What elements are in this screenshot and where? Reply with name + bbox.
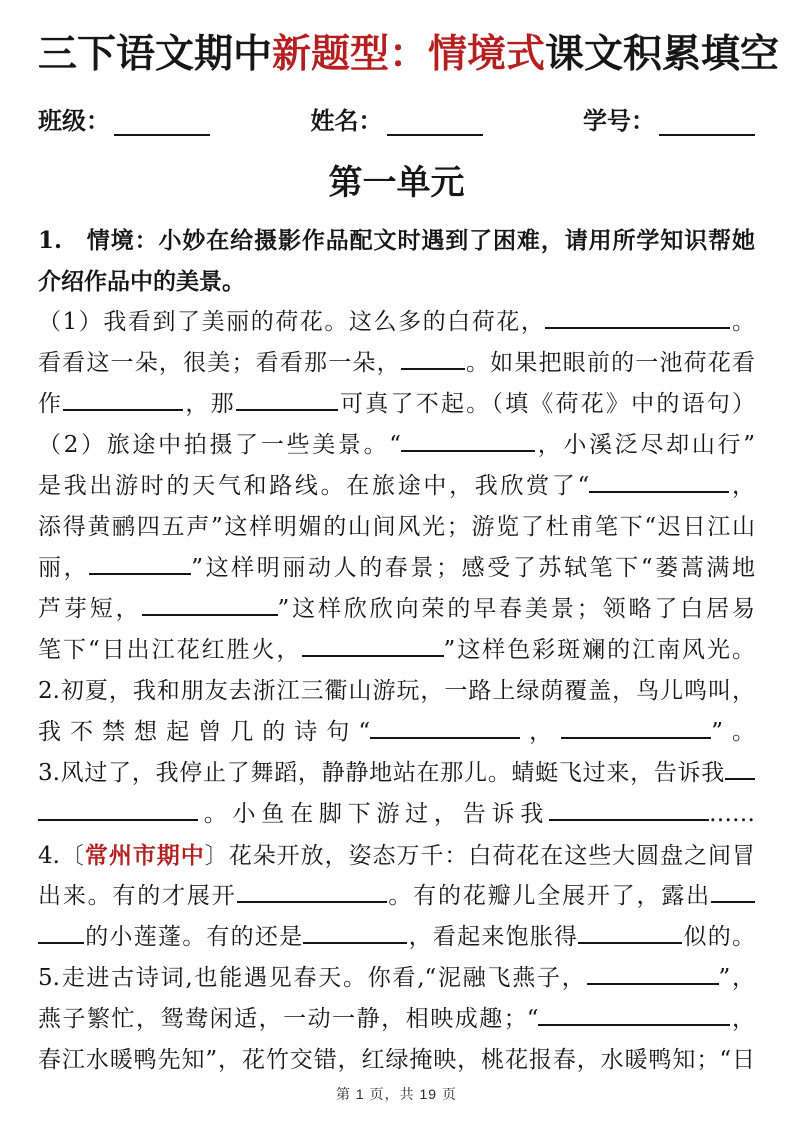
text-run: 的小莲蓬。有的还是 — [84, 924, 304, 950]
text-run: 三下语文期中 — [38, 31, 273, 77]
text-run: 是我出游时的天气和路线。在旅途中，我欣赏了“ — [38, 473, 590, 499]
student-id-label: 学号： — [583, 106, 655, 135]
text-line — [38, 466, 755, 507]
text-line — [38, 302, 755, 343]
page-title — [38, 26, 780, 82]
blank-line — [538, 1003, 730, 1026]
text-run: 看看这一朵，很美；看看那一朵， — [38, 350, 401, 376]
text-run: 5.走进古诗词,也能遇见春天。你看,“泥融飞燕子， — [38, 965, 587, 991]
text-line — [38, 384, 755, 425]
section-heading: 第一单元 — [328, 163, 465, 203]
text-run: 丽， — [38, 555, 90, 581]
text-run: ，看起来饱胀得 — [407, 924, 579, 950]
blank-line — [725, 757, 755, 780]
page-number-footer: 第 1 页，共 19 页 — [336, 1086, 457, 1102]
text-run: ”， — [718, 965, 755, 991]
text-run: ， — [520, 719, 562, 745]
blank-line — [236, 388, 338, 411]
text-run: 。小鱼在脚下游过，告诉我 — [198, 801, 549, 827]
text-run: ”这样色彩斑斓的江南风光。 — [443, 637, 755, 663]
class-blank-line — [114, 112, 210, 136]
blank-line — [142, 593, 278, 616]
text-run: 我不禁想起曾几的诗句“ — [38, 719, 371, 745]
text-line — [38, 794, 755, 835]
text-run: 〕花朵开放，姿态万千：白荷花在这些大圆盘之间冒 — [204, 843, 755, 869]
text-line — [38, 876, 755, 917]
text-line — [38, 958, 755, 999]
text-run: 笔下“日出江花红胜火， — [38, 637, 302, 663]
text-line — [38, 835, 755, 876]
text-run: 燕子繁忙，鸳鸯闲适，一动一静，相映成趣；“ — [38, 1006, 539, 1032]
blank-line — [237, 880, 387, 903]
text-run: …… — [709, 801, 755, 827]
text-line — [38, 753, 755, 794]
text-run: 。如果把眼前的一池荷花看 — [464, 350, 755, 376]
text-line — [38, 343, 755, 384]
text-run: 3.风过了，我停止了舞蹈，静静地站在那儿。蜻蜓飞过来，告诉我 — [38, 760, 725, 786]
text-run: 4.〔 — [38, 843, 85, 869]
text-run: 芦芽短， — [38, 596, 142, 622]
class-field — [38, 101, 210, 136]
text-run: 1. 情境：小妙在给摄影作品配文时遇到了困难，请用所学知识帮她 — [38, 227, 755, 254]
text-run: 课文积累填空 — [545, 31, 780, 77]
text-run: 2.初夏，我和朋友去浙江三衢山游玩，一路上绿荫覆盖，鸟儿鸣叫， — [38, 678, 755, 704]
text-run: 。有的花瓣儿全展开了，露出 — [386, 883, 712, 909]
student-info-row — [38, 104, 755, 136]
name-field — [311, 101, 483, 136]
text-run: 出来。有的才展开 — [38, 883, 237, 909]
blank-line — [578, 921, 682, 944]
text-line — [38, 1040, 755, 1081]
text-line — [38, 712, 755, 753]
text-line — [38, 917, 755, 958]
blank-line — [63, 388, 183, 411]
text-run: 可真了不起。（填《荷花》中的语句） — [337, 391, 755, 417]
class-label: 班级： — [38, 106, 110, 135]
blank-line — [711, 880, 755, 903]
blank-line — [303, 921, 407, 944]
text-run: （2）旅途中拍摄了一些美景。“ — [38, 432, 402, 458]
text-line — [38, 589, 755, 630]
text-run: 添得黄鹂四五声”这样明媚的山间风光；游览了杜甫笔下“迟日江山 — [38, 514, 755, 540]
text-run: ”。 — [711, 719, 755, 745]
blank-line — [38, 921, 84, 944]
worksheet-body — [38, 220, 755, 1081]
blank-line — [549, 798, 709, 821]
blank-line — [302, 634, 444, 657]
text-line — [38, 999, 755, 1040]
text-run: ”这样明丽动人的春景；感受了苏轼笔下“蒌蒿满地 — [191, 555, 755, 581]
text-run: 作 — [38, 391, 64, 417]
text-run: ”这样欣欣向荣的早春美景；领略了白居易 — [277, 596, 755, 622]
text-run: 介绍作品中的美景。 — [38, 268, 245, 295]
blank-line — [589, 470, 729, 493]
text-run: 。 — [730, 309, 755, 335]
highlighted-text-run: 常州市期中 — [84, 842, 205, 869]
blank-line — [89, 552, 191, 575]
text-line — [38, 220, 755, 261]
text-line — [38, 261, 755, 302]
text-run: ， — [730, 1006, 755, 1032]
blank-line — [545, 306, 730, 329]
blank-line — [38, 798, 198, 821]
text-run: 似的。 — [682, 924, 755, 950]
highlighted-text-run: 新题型：情境式 — [272, 31, 546, 77]
text-line — [38, 630, 755, 671]
text-run: （1）我看到了美丽的荷花。这么多的白荷花， — [38, 309, 546, 335]
text-line — [38, 425, 755, 466]
text-line — [38, 507, 755, 548]
blank-line — [561, 716, 711, 739]
text-run: ，那 — [183, 391, 236, 417]
name-label: 姓名： — [310, 106, 383, 135]
name-blank-line — [387, 112, 483, 136]
text-run: ， — [729, 473, 755, 499]
blank-line — [401, 429, 535, 452]
text-line — [38, 548, 755, 589]
text-run: ，小溪泛尽却山行” — [535, 432, 755, 458]
blank-line — [401, 347, 465, 370]
student-id-field — [583, 101, 755, 136]
text-run: 春江水暖鸭先知”，花竹交错，红绿掩映，桃花报春，水暖鸭知；“日 — [38, 1047, 755, 1073]
blank-line — [587, 962, 719, 985]
student-id-blank-line — [659, 112, 755, 136]
blank-line — [370, 716, 520, 739]
text-line — [38, 671, 755, 712]
